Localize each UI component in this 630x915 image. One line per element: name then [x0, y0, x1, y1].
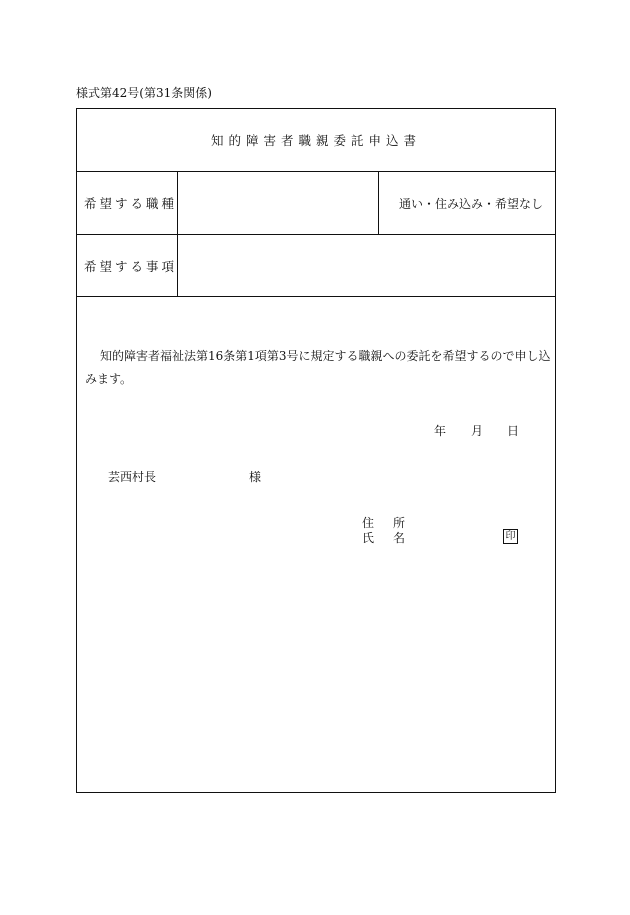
desired-matters-row [77, 235, 555, 297]
date-day-label: 日 [507, 424, 520, 438]
application-form [76, 108, 556, 793]
desired-job-type-field[interactable] [178, 172, 379, 234]
addressee-name: 芸西村長 [108, 470, 157, 484]
desired-job-type-row [77, 172, 555, 235]
form-title: 知的障害者職親委託申込書 [210, 133, 421, 148]
addressee-honorific: 様 [249, 470, 262, 484]
title-row [77, 109, 555, 172]
date-year-label: 年 [434, 424, 447, 438]
desired-matters-field[interactable] [178, 235, 555, 296]
desired-matters-label: 希望する事項 [77, 235, 178, 296]
seal-mark: 印 [503, 529, 518, 544]
form-number: 様式第42号(第31条関係) [76, 86, 212, 100]
date-month-label: 月 [471, 424, 484, 438]
residence-type-options[interactable]: 通い・住み込み・希望なし [399, 196, 544, 211]
desired-job-type-label: 希望する職種 [77, 172, 178, 234]
application-statement: 知的障害者福祉法第16条第1項第3号に規定する職親への委託を希望するので申し込みます。 [85, 349, 551, 386]
name-label: 氏名 [362, 531, 425, 545]
address-label: 住所 [362, 516, 425, 530]
